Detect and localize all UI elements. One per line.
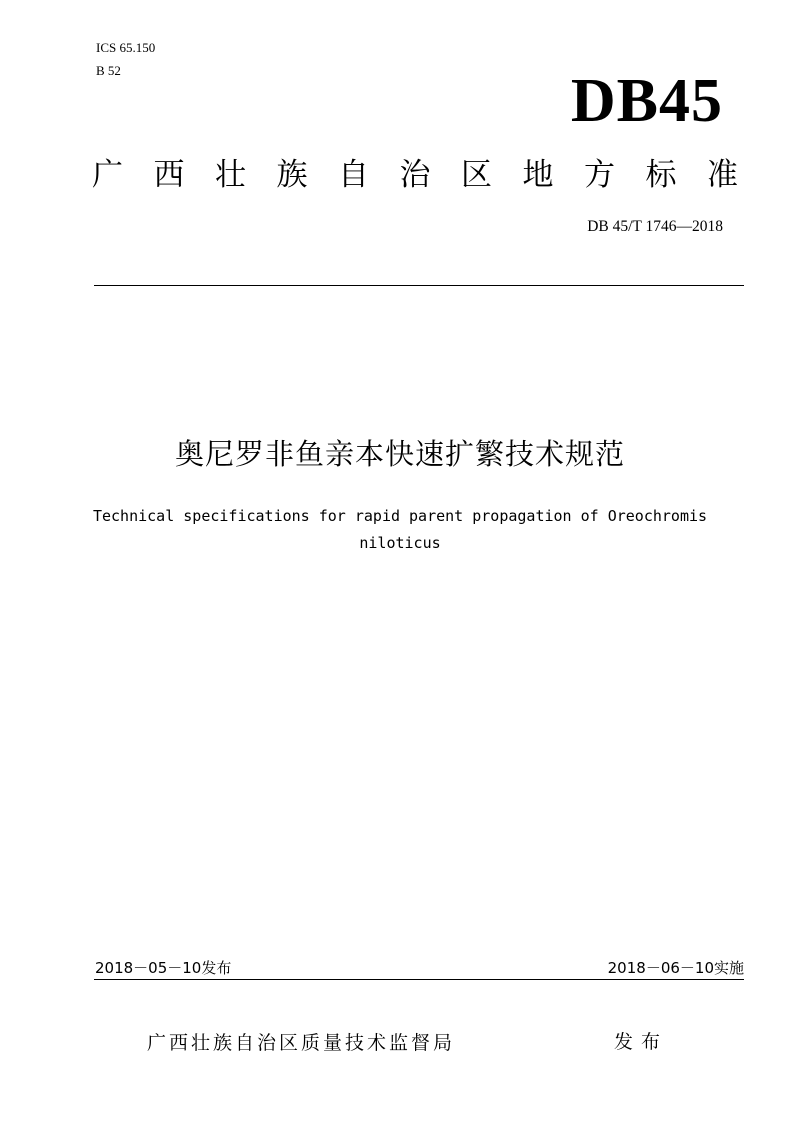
standard-type-char: 自 xyxy=(338,157,369,193)
bottom-divider xyxy=(94,979,744,980)
ics-code: ICS 65.150 xyxy=(96,40,156,55)
ccs-code: B 52 xyxy=(96,63,121,78)
standard-type-char: 地 xyxy=(522,157,554,193)
issue-label: 发布 xyxy=(614,1031,669,1053)
top-divider xyxy=(94,285,744,286)
title-en-line-2: niloticus xyxy=(359,534,441,552)
implement-date: 2018－06－10实施 xyxy=(607,959,744,977)
standard-logo: DB45 xyxy=(570,67,723,135)
document-title-cn: 奥尼罗非鱼亲本快速扩繁技术规范 xyxy=(174,437,625,471)
standard-code: DB 45/T 1746—2018 xyxy=(587,218,723,235)
issuing-authority: 广西壮族自治区质量技术监督局 xyxy=(147,1032,456,1054)
standard-type-char: 准 xyxy=(707,157,738,193)
standard-type-char: 族 xyxy=(276,157,308,193)
standard-type-char: 方 xyxy=(584,157,615,193)
standard-type-char: 标 xyxy=(645,157,677,193)
standard-type-char: 西 xyxy=(153,157,185,193)
standard-type-char: 广 xyxy=(92,157,123,193)
document-title-en xyxy=(60,503,740,557)
standard-type-char: 壮 xyxy=(215,157,246,193)
standard-type-title xyxy=(92,153,738,197)
publish-date: 2018－05－10发布 xyxy=(95,959,232,977)
standard-type-char: 区 xyxy=(461,157,492,193)
title-en-line-1: Technical specifications for rapid parent propagation of Oreochromis xyxy=(92,507,708,525)
standard-type-char: 治 xyxy=(399,157,431,193)
